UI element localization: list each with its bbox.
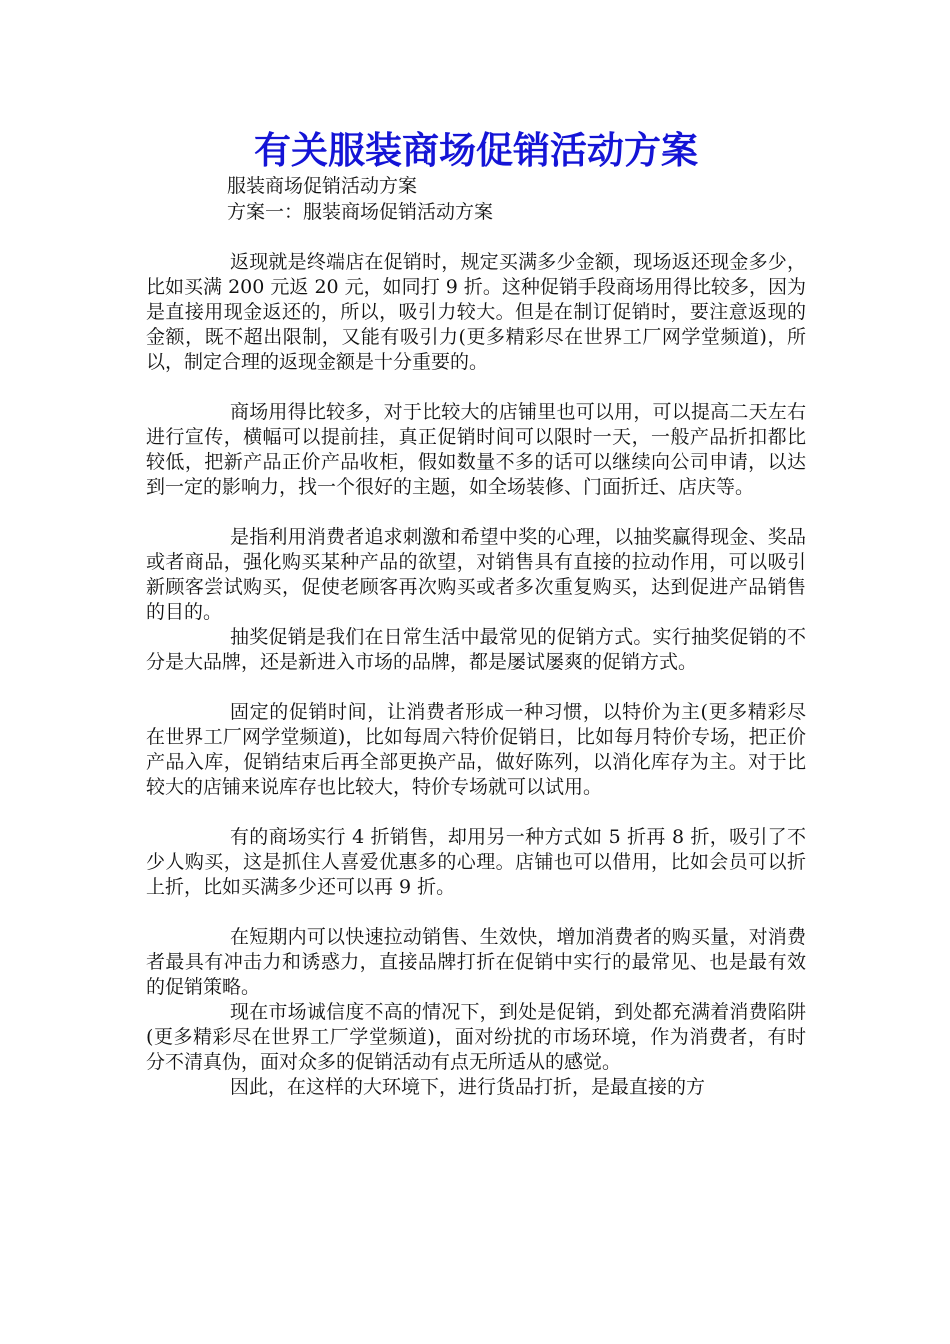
paragraph-market-trust: 现在市场诚信度不高的情况下，到处是促销，到处都充满着消费陷阱(更多精彩尽在世界工厂学堂频道)，面对纷扰的市场环境，作为消费者，有时分不清真伪，面对众多的促销活动有点无所适从的感觉。 bbox=[146, 1001, 806, 1073]
paragraph-lottery-psychology: 是指利用消费者追求刺激和希望中奖的心理，以抽奖赢得现金、奖品或者商品，强化购买某种产品的欲望，对销售具有直接的拉动作用，可以吸引新顾客尝试购买，促使老顾客再次购买或者多次重复购买，达到促进产品销售的目的。 bbox=[146, 526, 806, 623]
paragraph-direct-discount: 在短期内可以快速拉动销售、生效快，增加消费者的购买量，对消费者最具有冲击力和诱惑力，直接品牌打折在促销中实行的最常见、也是最有效的促销策略。 bbox=[146, 926, 806, 998]
document-title: 有关服装商场促销活动方案 bbox=[254, 129, 698, 172]
document-body bbox=[146, 250, 806, 1100]
section-heading: 方案一：服装商场促销活动方案 bbox=[227, 201, 494, 223]
paragraph-discount-on-discount: 有的商场实行 4 折销售，却用另一种方式如 5 折再 8 折，吸引了不少人购买，这是抓住人喜爱优惠多的心理。店铺也可以借用，比如会员可以折上折，比如买满多少还可以再 9 折。 bbox=[146, 826, 806, 898]
paragraph-conclusion: 因此，在这样的大环境下，进行货品打折，是最直接的方 bbox=[230, 1076, 706, 1098]
paragraph-mall-promotion: 商场用得比较多，对于比较大的店铺里也可以用，可以提高二天左右进行宣传，横幅可以提前挂，真正促销时间可以限时一天，一般产品折扣都比较低，把新产品正价产品收柜，假如数量不多的话可以继续向公司申请，以达到一定的影响力，找一个很好的主题，如全场装修、门面折迁、店庆等。 bbox=[146, 401, 806, 498]
paragraph-fixed-time-specials: 固定的促销时间，让消费者形成一种习惯，以特价为主(更多精彩尽在世界工厂网学堂频道)，比如每周六特价促销日，比如每月特价专场，把正价产品入库，促销结束后再全部更换产品，做好陈列，以消化库存为主。对于比较大的店铺来说库存也比较大，特价专场就可以试用。 bbox=[146, 701, 806, 798]
paragraph-cash-back: 返现就是终端店在促销时，规定买满多少金额，现场返还现金多少，比如买满 200 元返 20 元，如同打 9 折。这种促销手段商场用得比较多，因为是直接用现金返还的，所以，吸引力较大。但是在制订促销时，要注意返现的金额，既不超出限制，又能有吸引力(更多精彩尽在世界工厂网学堂频道)，所以，制定合理的返现金额是十分重要的。 bbox=[146, 251, 806, 373]
document-subtitle: 服装商场促销活动方案 bbox=[227, 175, 418, 197]
paragraph-lottery-common: 抽奖促销是我们在日常生活中最常见的促销方式。实行抽奖促销的不分是大品牌，还是新进入市场的品牌，都是屡试屡爽的促销方式。 bbox=[146, 626, 806, 673]
